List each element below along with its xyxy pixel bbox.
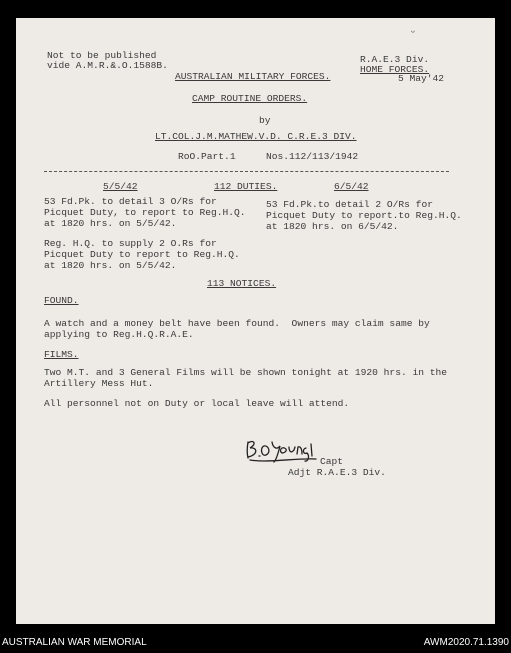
left-duty-2-line-2: Picquet Duty to report to Reg.H.Q. [44,249,240,260]
duties-heading: 112 DUTIES. [214,181,278,192]
footer-institution: AUSTRALIAN WAR MEMORIAL [2,637,147,648]
notices-heading: 113 NOTICES. [207,278,277,289]
films-text-line-2: Artillery Mess Hut. [44,378,154,389]
left-duty-1-line-1: 53 Fd.Pk. to detail 3 O/Rs for [44,196,217,207]
by-line: by [259,115,271,126]
right-duty-1-line-3: at 1820 hrs. on 6/5/42. [266,221,399,232]
date-right: 6/5/42 [334,181,369,192]
left-duty-1-line-3: at 1820 hrs. on 5/5/42. [44,218,177,229]
signatory-rank: Capt [320,456,344,467]
section-divider [44,171,449,172]
document-title: AUSTRALIAN MILITARY FORCES. [175,71,331,82]
found-text-line-1: A watch and a money belt have been found. Owners may claim same by [44,318,430,329]
routine-order-part: RoO.Part.1 [178,151,236,162]
document-date: 5 May'42 [398,73,445,84]
films-heading: FILMS. [44,349,79,360]
films-text-line-1: Two M.T. and 3 General Films will be shown tonight at 1920 hrs. in the [44,367,448,378]
attendance-text: All personnel not on Duty or local leave will attend. [44,398,350,409]
unit-header: R.A.E.3 Div. [360,54,430,65]
commander-line: LT.COL.J.M.MATHEW.V.D. C.R.E.3 DIV. [155,131,357,142]
found-heading: FOUND. [44,295,79,306]
left-duty-2-line-3: at 1820 hrs. on 5/5/42. [44,260,177,271]
right-duty-1-line-2: Picquet Duty to report.to Reg.H.Q. [266,210,462,221]
left-duty-2-line-1: Reg. H.Q. to supply 2 O.Rs for [44,238,217,249]
right-duty-1-line-1: 53 Fd.Pk.to detail 2 O/Rs for [266,199,433,210]
order-numbers: Nos.112/113/1942 [266,151,359,162]
pencil-mark-icon: ᵕ [411,28,416,39]
home-forces-header: HOME FORCES. [360,64,430,75]
left-duty-1-line-2: Picquet Duty, to report to Reg.H.Q. [44,207,246,218]
document-subtitle: CAMP ROUTINE ORDERS. [192,93,308,104]
found-text-line-2: applying to Reg.H.Q.R.A.E. [44,329,194,340]
restriction-line-2: vide A.M.R.&.O.1588B. [47,60,168,71]
date-left: 5/5/42 [103,181,138,192]
restriction-line-1: Not to be published [47,50,157,61]
signature-image [244,434,324,464]
signatory-appointment: Adjt R.A.E.3 Div. [288,467,386,478]
footer-accession-number: AWM2020.71.1390 [423,637,509,648]
